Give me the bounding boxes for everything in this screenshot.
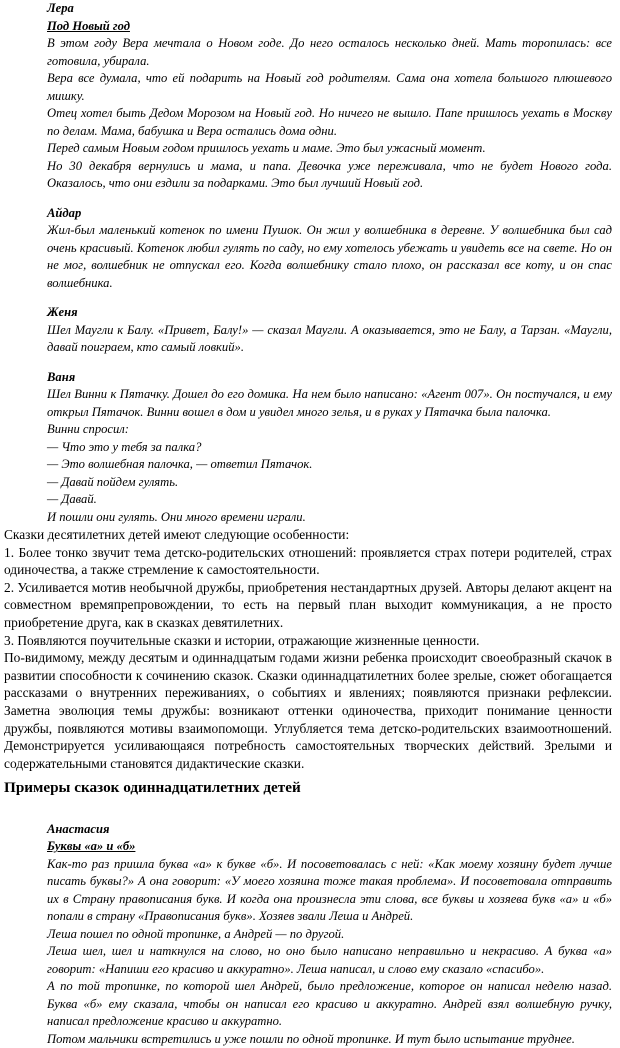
story-paragraph: Но 30 декабря вернулись и мама, и папа. Девочка уже переживала, что не будет Нового года. Оказалось, что они ездили за подарками. Это был лучший Новый год.: [47, 158, 612, 190]
story-author: Лера: [47, 1, 74, 15]
story-vanya: [47, 369, 612, 527]
spacer: [0, 292, 620, 304]
spacer: [0, 193, 620, 205]
analysis-intro: Сказки десятилетних детей имеют следующие особенности:: [4, 527, 350, 542]
story-paragraph: В этом году Вера мечтала о Новом годе. До него осталось несколько дней. Мать торопилась: все готовила, убирала.: [47, 36, 612, 68]
analysis-point: 2. Усиливается мотив необычной дружбы, приобретения нестандартных друзей. Авторы делают акцент на совместном времяпрепровождении, то есть на первый план выходит коммуникация, а не просто приобретение друга, как в сказках девятилетних.: [4, 579, 612, 630]
section-heading: Примеры сказок одиннадцатилетних детей: [4, 779, 301, 797]
story-zhenya: [47, 304, 612, 357]
analysis-conclusion: По-видимому, между десятым и одиннадцатым годами жизни ребенка происходит своеобразный скачок в развитии способности к сочинению сказок. Сказки одиннадцатилетних более зрелые, сюжет обогащается рассказами о внутренних переживаниях, о событиях и явлениях; появляются признаки рефлексии. Заметна эволюция темы дружбы: возникают оттенки одиночества, приходит понимание ценности дружбы, появляются мотивы взаимопомощи. Углубляется тема детско-родительских взаимоотношений. Демонстрируется усиливающаяся потребность самостоятельных творческих действий. Зрелыми и содержательными становятся дидактические сказки.: [4, 650, 612, 771]
story-paragraph: Шел Винни к Пятачку. Дошел до его домика. На нем было написано: «Агент 007». Он постучался, и ему открыл Пятачок. Винни вошел в дом и увидел много зелья, и в руках у Пятачка была палочка.: [47, 387, 612, 419]
story-paragraph: И пошли они гулять. Они много времени играли.: [47, 509, 306, 524]
analysis-point: 3. Появляются поучительные сказки и истории, отражающие жизненные ценности.: [4, 632, 480, 648]
story-anastasia: [47, 821, 612, 1048]
dialogue-line: — Давай.: [47, 492, 97, 506]
story-author: Анастасия: [47, 821, 110, 836]
analysis-section: [4, 526, 612, 772]
dialogue-line: — Давай пойдем гулять.: [47, 474, 179, 489]
story-paragraph: Шел Маугли к Балу. «Привет, Балу!» — сказал Маугли. А оказывается, это не Балу, а Тарзан. «Маугли, давай поиграем, кто самый ловкий».: [47, 322, 612, 354]
story-paragraph: Винни спросил:: [47, 422, 129, 436]
story-paragraph: Как-то раз пришла буква «а» к букве «б». И посоветовалась с ней: «Как моему хозяину будет лучше писать буквы?» А она говорит: «У моего хозяина тоже такая проблема». И посоветовала отправить их в Страну правописания букв. И когда она произнесла эти слова, все буквы и хозяева букв «а» и «б» попали в страну «Правописания букв». Хозяев звали Леша и Андрей.: [47, 856, 612, 924]
story-author: Айдар: [47, 205, 82, 220]
dialogue-line: — Что это у тебя за палка?: [47, 439, 202, 454]
spacer: [0, 357, 620, 369]
story-title: Буквы «а» и «б»: [47, 839, 136, 854]
story-lera: [47, 0, 612, 193]
story-paragraph: Потом мальчики встретились и уже пошли по одной тропинке. И тут было испытание труднее.: [47, 1031, 575, 1046]
story-paragraph: Жил-был маленький котенок по имени Пушок. Он жил у волшебника в деревне. У волшебника был сад очень красивый. Котенок любил гулять по саду, но ему хотелось убежать и увидеть все на свете. Но он не мог, волшебник не отпускал его. Когда волшебнику стало плохо, он рассказал все коту, и он спас волшебника.: [47, 223, 612, 290]
story-paragraph: Леша пошел по одной тропинке, а Андрей — по другой.: [47, 926, 345, 941]
story-paragraph: Перед самым Новым годом пришлось уехать и маме. Это был ужасный момент.: [47, 141, 486, 155]
story-paragraph: Отец хотел быть Дедом Морозом на Новый год. Но ничего не вышло. Папе пришлось уехать в Москву по делам. Мама, бабушка и Вера остались дома одни.: [47, 106, 612, 138]
spacer: [0, 811, 620, 821]
story-paragraph: Вера все думала, что ей подарить на Новый год родителям. Сама она хотела большого плюшевого мишку.: [47, 71, 612, 103]
dialogue-line: — Это волшебная палочка, — ответил Пятачок.: [47, 457, 313, 471]
story-aidar: [47, 205, 612, 293]
story-author: Женя: [47, 305, 78, 319]
analysis-point: 1. Более тонко звучит тема детско-родительских отношений: проявляется страх потери родителей, страх одиночества, а также стремление к самостоятельности.: [4, 544, 612, 578]
story-paragraph: А по той тропинке, по которой шел Андрей, было предложение, которое он написал неделю назад. Буква «б» ему сказала, чтобы он написал его красиво и аккуратно. Андрей взял волшебную ручку, написал предложение красиво и аккуратно.: [47, 979, 612, 1029]
story-paragraph: Леша шел, шел и наткнулся на слово, но оно было написано неправильно и некрасиво. А буква «а» говорит: «Напиши его красиво и аккуратно». Леша написал, и слово ему сказало «спасибо».: [47, 944, 612, 976]
story-title: Под Новый год: [47, 18, 130, 33]
story-author: Ваня: [47, 369, 76, 384]
